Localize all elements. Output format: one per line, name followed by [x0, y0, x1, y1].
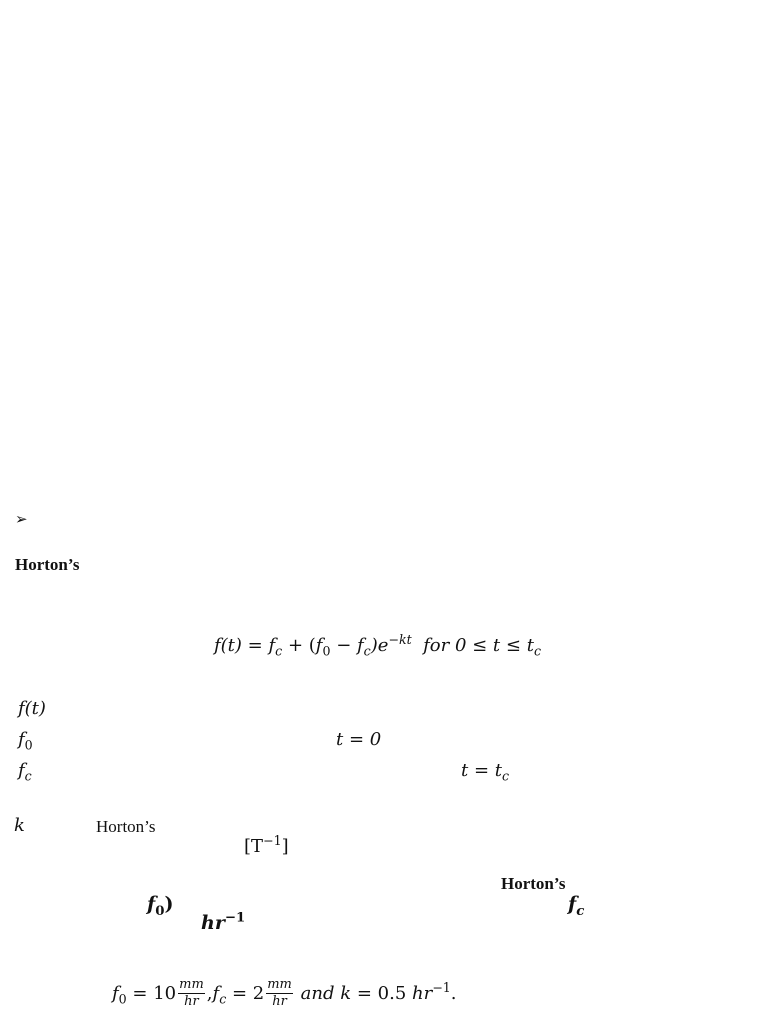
- hortons-bold-label: Horton’s: [501, 874, 566, 893]
- def-t-zero: t = 0: [336, 729, 382, 750]
- def-f-of-t: f(t): [18, 698, 46, 719]
- def-dimension: $[T^{-1}]$: [244, 833, 289, 857]
- eq-minus: −: [330, 635, 357, 656]
- def-k-symbol: k: [14, 815, 25, 836]
- section-heading: Horton’s: [15, 555, 80, 574]
- ex-eq2: = 2: [226, 982, 265, 1004]
- eq-exponential: )e: [370, 635, 389, 656]
- fc-bold: $f_c$: [568, 893, 585, 919]
- ex-fc: $f_c$: [212, 982, 227, 1007]
- ex-eq1: = 10: [126, 982, 177, 1004]
- hr-inverse-bold: $hr^{-1}$: [201, 910, 246, 934]
- ex-f0: $f_0$: [112, 982, 127, 1007]
- horton-equation: [214, 632, 541, 659]
- ex-k-value: 0.5: [377, 982, 412, 1004]
- def-f0: $f_0$: [18, 729, 33, 753]
- eq-range-sub: c: [533, 643, 541, 659]
- example-values: $f_0 = 10$ $\frac{mm}{hr}$ $,f_c = 2$ $\frac{mm}{hr}$ and k = 0.5 $hr^{-1}$.: [112, 977, 457, 1010]
- eq-exponent: −kt: [388, 632, 412, 647]
- eq-equals: =: [241, 635, 269, 656]
- eq-f0: $f_0$: [315, 635, 331, 659]
- eq-fc2: $f_c$: [357, 635, 371, 659]
- ex-and: and: [300, 982, 335, 1004]
- eq-f-of-t: f(t): [214, 635, 242, 656]
- eq-fc: $f_c$: [268, 635, 283, 659]
- def-hortons-label: Horton’s: [96, 817, 156, 836]
- eq-plus: + (: [282, 635, 316, 656]
- arrowhead-bullet-icon: ➢: [15, 510, 28, 528]
- ex-frac1: $\frac{mm}{hr}$: [179, 977, 204, 1010]
- f0-bold: $f_0$): [147, 893, 174, 919]
- eq-range: 0 ≤ t ≤ t: [449, 635, 534, 656]
- ex-hr: $hr^{-1}$: [412, 979, 451, 1004]
- ex-k: k =: [334, 982, 378, 1004]
- eq-for: for: [423, 635, 450, 656]
- ex-frac2: $\frac{mm}{hr}$: [267, 977, 292, 1010]
- def-fc: $f_c$: [18, 760, 32, 784]
- def-t-tc: $t = t_c$: [461, 760, 510, 784]
